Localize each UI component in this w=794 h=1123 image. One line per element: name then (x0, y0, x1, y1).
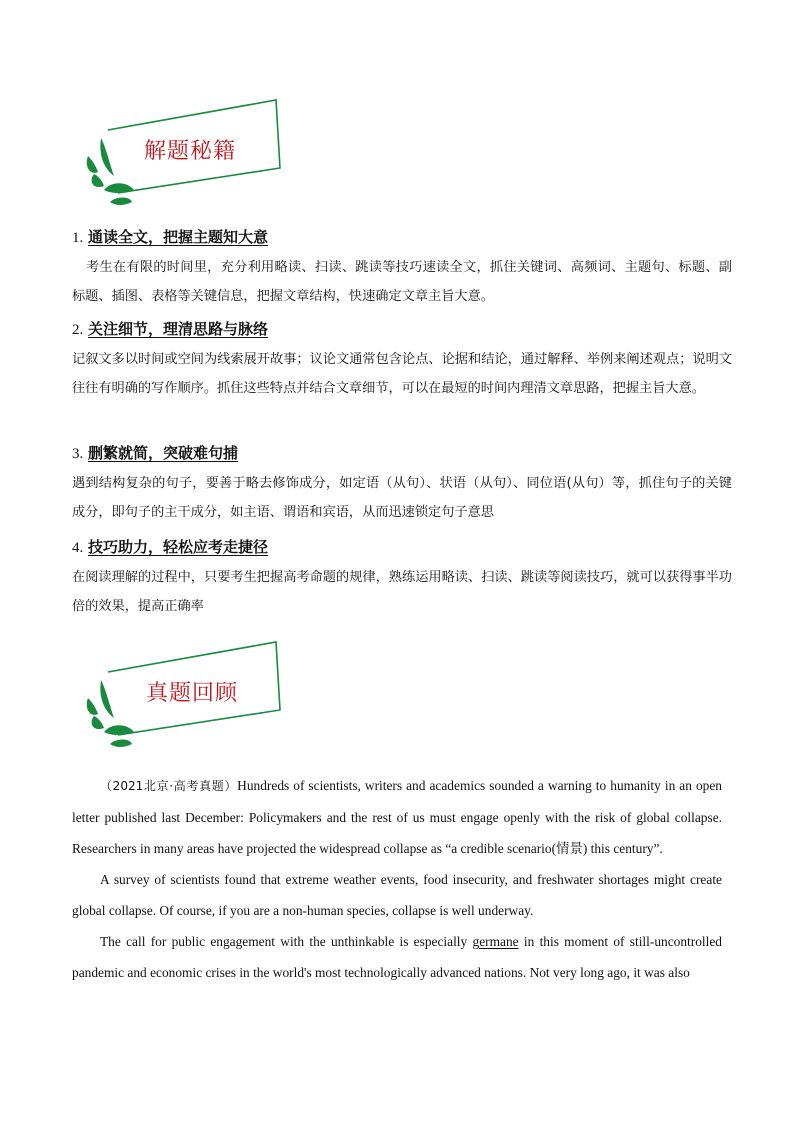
tip-body: 记叙文多以时间或空间为线索展开故事；议论文通常包含论点、论据和结论，通过解释、举例来阐述观点；说明文往往有明确的写作顺序。抓住这些特点并结合文章细节，可以在最短的时间内理清文章思路，把握主旨大意。 (72, 352, 732, 396)
tip-heading (72, 532, 732, 563)
passage-text: The call for public engagement with the unthinkable is especially (100, 934, 473, 949)
tip-body: 遇到结构复杂的句子，要善于略去修饰成分，如定语（从句）、状语（从句）、同位语(从句）等，抓住句子的关键成分，即句子的主干成分，如主语、谓语和宾语，从而迅速锁定句子意思 (72, 476, 732, 520)
tip-1 (72, 222, 732, 311)
underlined-word: germane (472, 934, 519, 949)
reading-passage (72, 770, 722, 988)
tips-banner (76, 98, 286, 213)
passage-text: in this moment of still-uncontrolled pandemic and economic crises in the world's most technologically advanced nations. Not very long ago, it was also (72, 934, 723, 980)
tip-3 (72, 438, 732, 527)
tip-number: 3. (72, 446, 84, 462)
passage-paragraph-3 (72, 926, 722, 988)
tip-heading (72, 438, 732, 469)
review-banner (76, 640, 286, 755)
tip-number: 4. (72, 540, 84, 556)
passage-paragraph-2: A survey of scientists found that extreme weather events, food insecurity, and freshwater shortages might create global collapse. Of course, if you are a non-human species, collapse is well underway. (72, 872, 722, 918)
tip-heading (72, 314, 732, 345)
passage-source: （2021北京·高考真题） (100, 779, 238, 793)
tip-title: 关注细节，理清思路与脉络 (88, 320, 269, 338)
tip-title: 技巧助力，轻松应考走捷径 (88, 538, 269, 556)
tips-banner-title: 解题秘籍 (144, 139, 237, 164)
tip-title: 删繁就简，突破难句捕 (88, 444, 239, 462)
passage-paragraph-1 (72, 770, 722, 864)
tip-number: 2. (72, 322, 84, 338)
tip-2 (72, 314, 732, 403)
tip-heading (72, 222, 732, 253)
tip-title: 通读全文，把握主题知大意 (88, 228, 269, 246)
passage-text: Hundreds of scientists, writers and academics sounded a warning to humanity in an open letter published last December: Policymakers and the rest of us must engage openly with the risk of global collapse. Researchers in many areas have projected the widespread collapse as “a credible scenario(情景) this century”. (72, 778, 722, 856)
review-banner-title: 真题回顾 (146, 681, 239, 706)
tip-number: 1. (72, 230, 84, 246)
tip-body: 在阅读理解的过程中，只要考生把握高考命题的规律，熟练运用略读、扫读、跳读等阅读技巧，就可以获得事半功倍的效果，提高正确率 (72, 570, 732, 614)
tip-body: 考生在有限的时间里，充分利用略读、扫读、跳读等技巧速读全文，抓住关键词、高频词、主题句、标题、副标题、插图、表格等关键信息，把握文章结构，快速确定文章主旨大意。 (72, 260, 732, 304)
tip-4 (72, 532, 732, 621)
